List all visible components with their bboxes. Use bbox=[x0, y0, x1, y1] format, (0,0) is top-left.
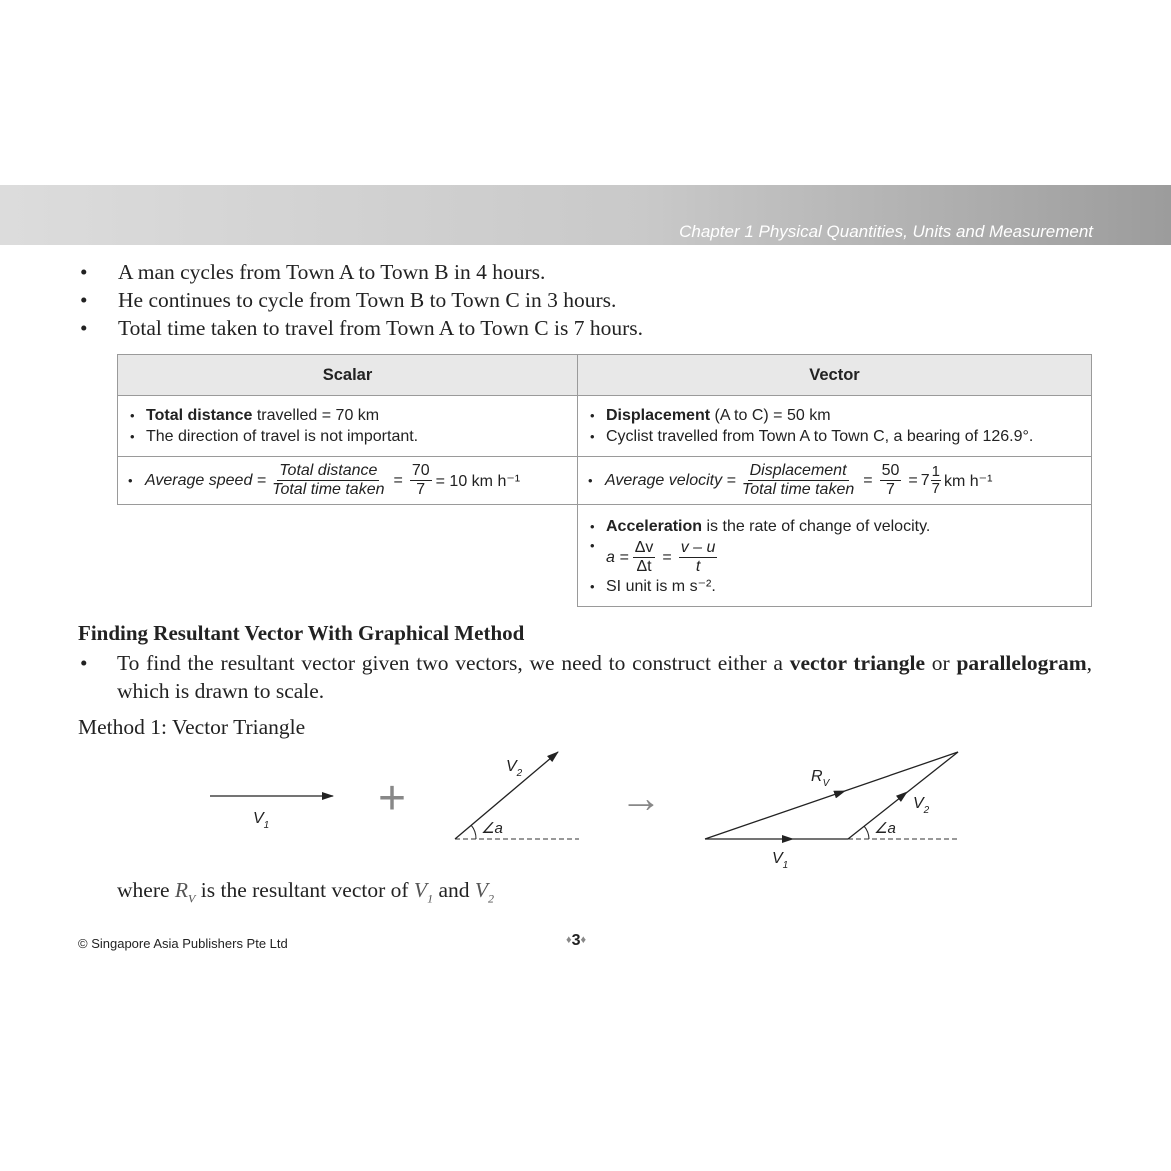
scalar-direction-item: • The direction of travel is not important. bbox=[129, 426, 566, 447]
where-text: where bbox=[117, 878, 175, 902]
rv-symbol: R bbox=[174, 878, 189, 902]
time-t: t bbox=[695, 558, 701, 575]
where-text: is the resultant vector of bbox=[195, 878, 414, 902]
average-velocity-formula: • Average velocity = $\frac{\text{Displacement}}{\text{Total time taken}}$ = $\frac{50}{7}$ = 7 $\frac{1}{7}$ km h⁻¹ bbox=[588, 462, 993, 498]
rv-subscript: V bbox=[188, 891, 196, 906]
chapter-header-band bbox=[0, 185, 1171, 245]
acceleration-term: Acceleration bbox=[606, 518, 703, 535]
velocity-numerator: Displacement bbox=[749, 462, 847, 479]
speed-value-fraction bbox=[410, 462, 432, 499]
bullet-item: • A man cycles from Town A to Town B in 4 hours. bbox=[78, 258, 1098, 286]
angle-label: ∠a bbox=[481, 820, 503, 837]
speed-denominator: Total time taken bbox=[272, 481, 385, 498]
v1-subscript: 1 bbox=[427, 891, 434, 906]
acceleration-text: is the rate of change of velocity. bbox=[702, 518, 931, 535]
average-speed-cell bbox=[118, 457, 578, 505]
vector-displacement-item bbox=[589, 405, 1080, 426]
velocity-unit: km h⁻¹ bbox=[943, 472, 993, 490]
acceleration-item bbox=[589, 516, 1080, 537]
scalar-vector-table bbox=[117, 354, 1092, 607]
v2-subscript: 2 bbox=[488, 891, 494, 906]
vu-fraction bbox=[679, 539, 718, 576]
acceleration-cell bbox=[578, 505, 1092, 607]
average-velocity-label: Average velocity = bbox=[605, 471, 736, 489]
paragraph-text: , which is drawn to scale. bbox=[117, 651, 1092, 703]
where-text: and bbox=[433, 878, 475, 902]
scalar-distance-cell bbox=[118, 396, 578, 457]
paragraph-text: To find the resultant vector given two vectors, we need to construct either a bbox=[117, 651, 790, 675]
intro-bullet-list bbox=[78, 258, 1098, 342]
si-unit-item: • SI unit is m s⁻². bbox=[589, 576, 1080, 597]
vector-triangle-term: vector triangle bbox=[789, 651, 926, 675]
scalar-distance-item bbox=[129, 405, 566, 426]
scalar-header: Scalar bbox=[118, 355, 578, 396]
parallelogram-term: parallelogram bbox=[956, 651, 1087, 675]
velocity-value-numerator: 50 bbox=[881, 462, 900, 479]
acceleration-formula-item bbox=[589, 537, 1080, 576]
page-number: ♦3♦ bbox=[566, 932, 587, 949]
speed-value-numerator: 70 bbox=[411, 462, 430, 479]
equals-sign: = bbox=[393, 471, 403, 489]
plus-sign: + bbox=[378, 772, 407, 825]
copyright-notice: © Singapore Asia Publishers Pte Ltd bbox=[78, 936, 288, 951]
acceleration-label: • a = bbox=[606, 548, 629, 566]
velocity-value-fraction bbox=[880, 462, 902, 499]
equals-sign: = bbox=[863, 471, 873, 489]
v2-label: $V_2$ bbox=[506, 758, 523, 779]
velocity-value-denominator: 7 bbox=[886, 481, 895, 498]
paragraph-text: or bbox=[925, 651, 957, 675]
displacement-text: (A to C) = 50 km bbox=[710, 407, 831, 424]
vector-header: Vector bbox=[578, 355, 1092, 396]
vector-cyclist-item: • Cyclist travelled from Town A to Town C, a bearing of 126.9°. bbox=[589, 426, 1080, 447]
speed-value-denominator: 7 bbox=[416, 481, 426, 498]
chapter-title: Chapter 1 Physical Quantities, Units and Measurement bbox=[679, 222, 1093, 241]
vector-displacement-cell bbox=[578, 396, 1092, 457]
triangle-angle-arc bbox=[864, 826, 869, 839]
method-heading: Method 1: Vector Triangle bbox=[78, 715, 306, 739]
triangle-v1-label: $V_1$ bbox=[772, 850, 789, 871]
velocity-denominator: Total time taken bbox=[741, 481, 855, 498]
equals-sign: = bbox=[908, 471, 918, 489]
average-speed-formula: • Average speed = $\frac{\text{Total distance}}{\text{Total time taken}}$ = $\frac{70}{7}$ = 10 km h⁻¹ bbox=[128, 462, 521, 498]
speed-fraction bbox=[270, 462, 386, 499]
total-distance-term: Total distance bbox=[146, 407, 253, 424]
empty-cell bbox=[118, 505, 578, 607]
delta-v: Δv bbox=[634, 539, 654, 556]
average-speed-label: Average speed = bbox=[145, 471, 267, 489]
bullet-item: • He continues to cycle from Town B to Town C in 3 hours. bbox=[78, 286, 1098, 314]
mixed-whole: 7 bbox=[920, 471, 930, 489]
where-statement bbox=[117, 878, 494, 906]
rv-label: $R_V$ bbox=[811, 768, 830, 789]
mixed-fraction bbox=[931, 464, 941, 497]
section-title: Finding Resultant Vector With Graphical Method bbox=[78, 621, 525, 645]
velocity-fraction bbox=[740, 462, 856, 499]
mixed-denominator: 7 bbox=[931, 480, 940, 497]
vector-triangle-diagram bbox=[0, 740, 1171, 875]
bullet-item: • Total time taken to travel from Town A to Town C is 7 hours. bbox=[78, 314, 1098, 342]
v-minus-u: v – u bbox=[680, 539, 716, 556]
average-velocity-cell bbox=[578, 457, 1092, 505]
section-paragraph: • To find the resultant vector given two vectors, we need to construct either a vector triangle or parallelogram, which is drawn to scale. bbox=[80, 651, 1092, 703]
mixed-numerator: 1 bbox=[931, 463, 940, 480]
total-distance-text: travelled = 70 km bbox=[252, 407, 380, 424]
v1-symbol: V bbox=[413, 878, 428, 902]
speed-numerator: Total distance bbox=[279, 462, 378, 479]
delta-t: Δt bbox=[636, 558, 652, 575]
speed-result: = 10 km h⁻¹ bbox=[435, 472, 521, 490]
v2-symbol: V bbox=[474, 878, 488, 902]
implies-arrow: → bbox=[620, 774, 662, 821]
page-number-value: 3 bbox=[571, 932, 581, 949]
triangle-angle-label: ∠a bbox=[874, 820, 896, 837]
v1-label: $V_1$ bbox=[253, 810, 270, 831]
triangle-v2-label: $V_2$ bbox=[913, 795, 930, 816]
angle-arc bbox=[471, 825, 476, 839]
equals-sign: = bbox=[662, 548, 672, 566]
displacement-term: Displacement bbox=[606, 407, 711, 424]
delta-fraction bbox=[633, 539, 656, 576]
mixed-number bbox=[921, 464, 944, 497]
